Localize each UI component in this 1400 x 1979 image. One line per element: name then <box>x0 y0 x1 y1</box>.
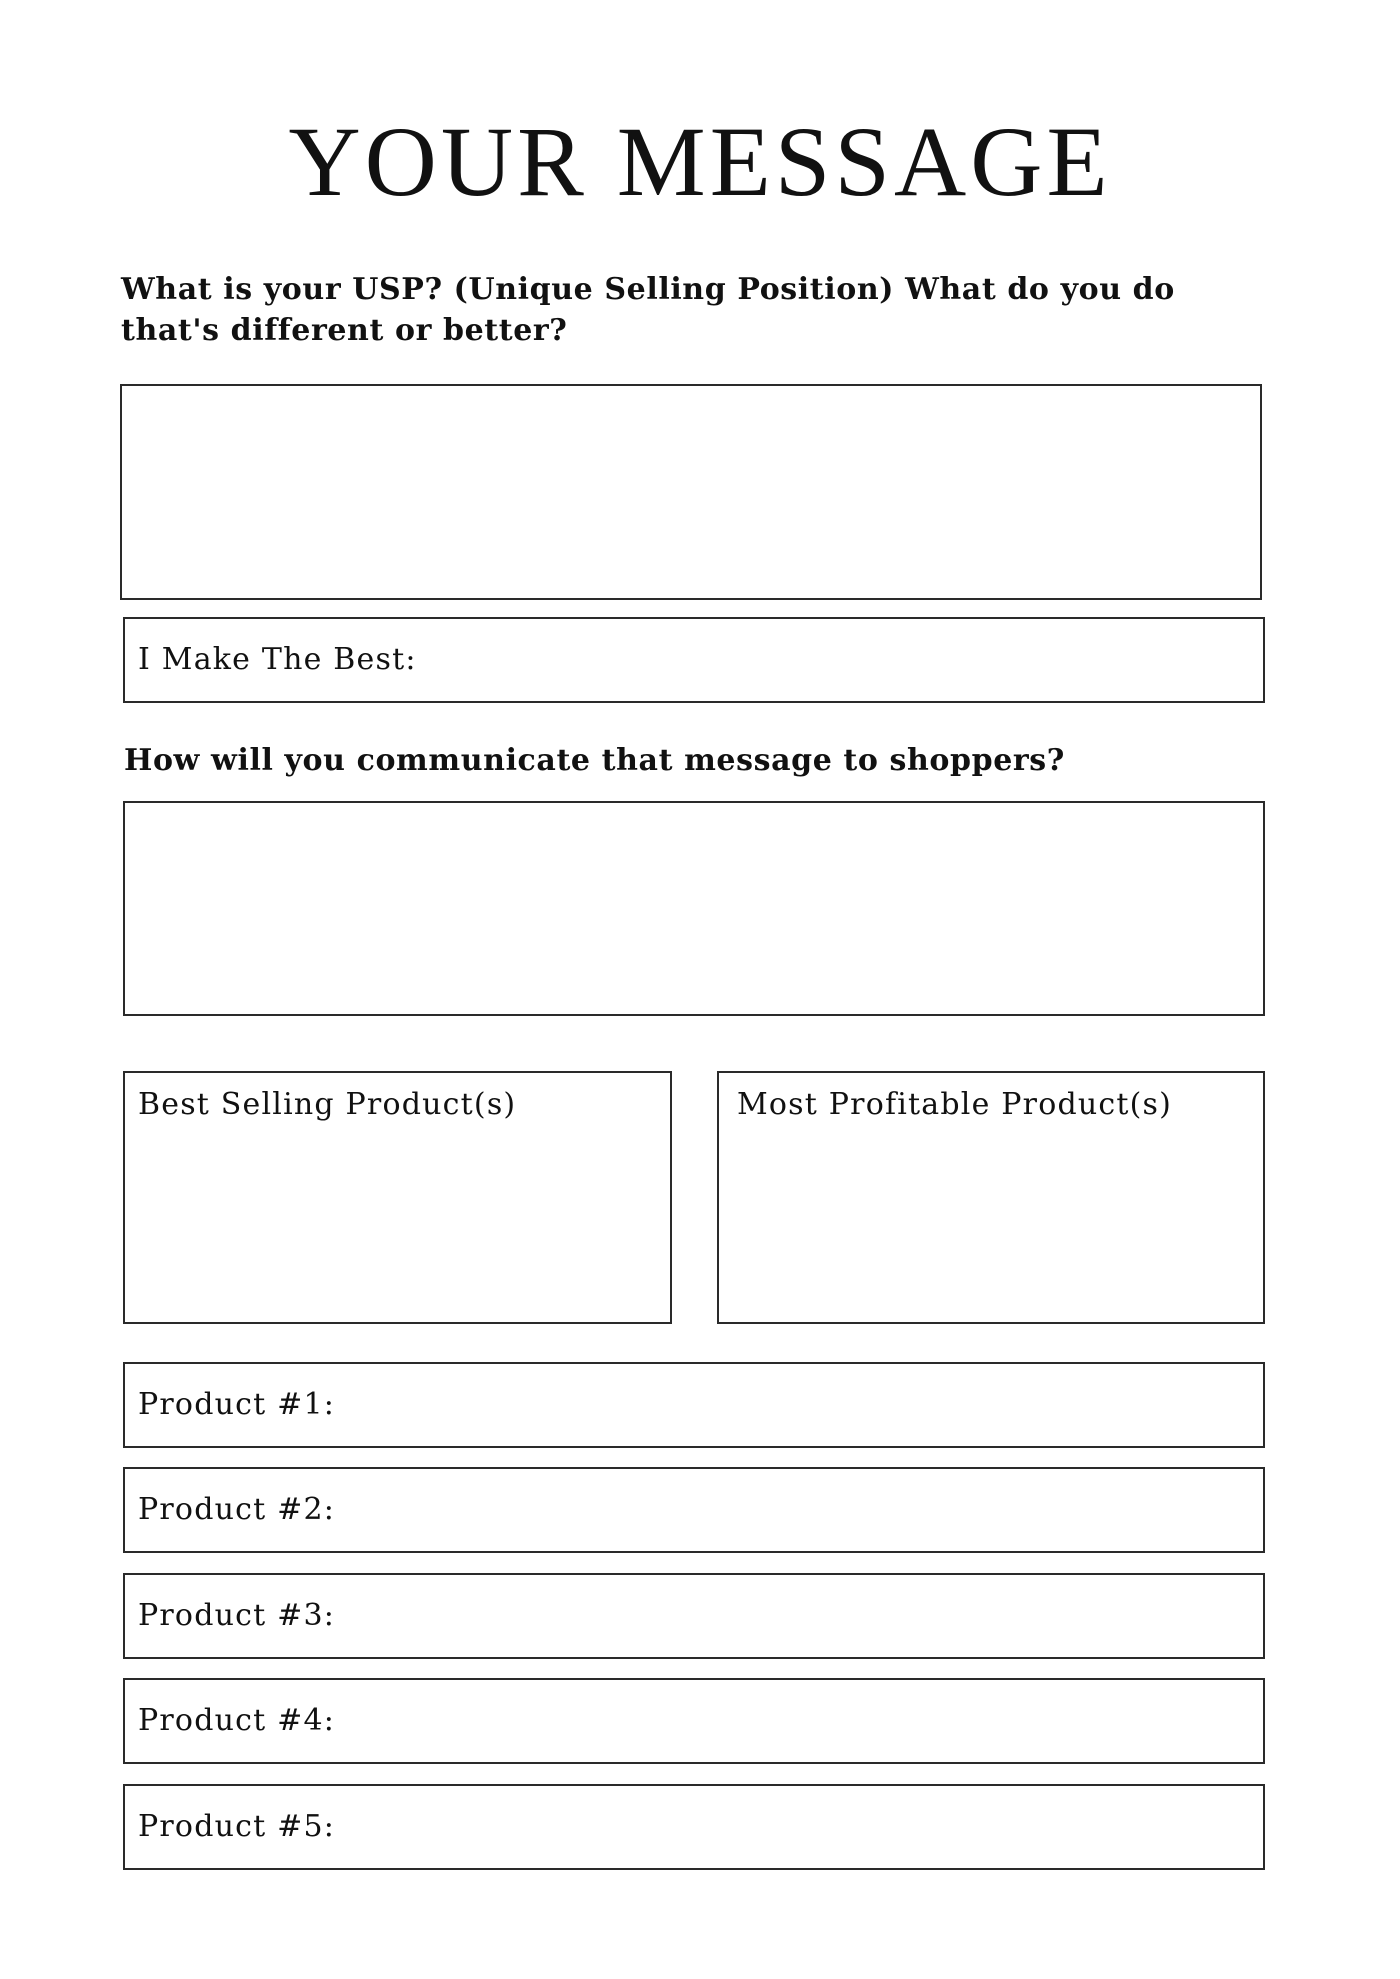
product-4-label: Product #4: <box>138 1703 336 1738</box>
most-profitable-products-label: Most Profitable Product(s) <box>737 1087 1173 1122</box>
product-4-field[interactable] <box>123 1678 1265 1764</box>
i-make-the-best-field[interactable] <box>123 617 1265 703</box>
product-1-field[interactable] <box>123 1362 1265 1448</box>
page-title: YOUR MESSAGE <box>288 106 1112 217</box>
product-3-field[interactable] <box>123 1573 1265 1659</box>
communicate-question: How will you communicate that message to shoppers? <box>124 743 1065 778</box>
product-2-label: Product #2: <box>138 1492 336 1527</box>
product-1-label: Product #1: <box>138 1387 336 1422</box>
product-5-label: Product #5: <box>138 1809 336 1844</box>
usp-answer-box[interactable] <box>120 384 1262 600</box>
i-make-the-best-label: I Make The Best: <box>138 642 417 677</box>
most-profitable-products-box[interactable] <box>717 1071 1265 1324</box>
usp-question: What is your USP? (Unique Selling Position) What do you do that's different or better? <box>121 272 1175 348</box>
best-selling-products-box[interactable] <box>123 1071 672 1324</box>
product-2-field[interactable] <box>123 1467 1265 1553</box>
product-3-label: Product #3: <box>138 1598 336 1633</box>
communicate-answer-box[interactable] <box>123 801 1265 1016</box>
product-5-field[interactable] <box>123 1784 1265 1870</box>
best-selling-products-label: Best Selling Product(s) <box>138 1087 517 1122</box>
